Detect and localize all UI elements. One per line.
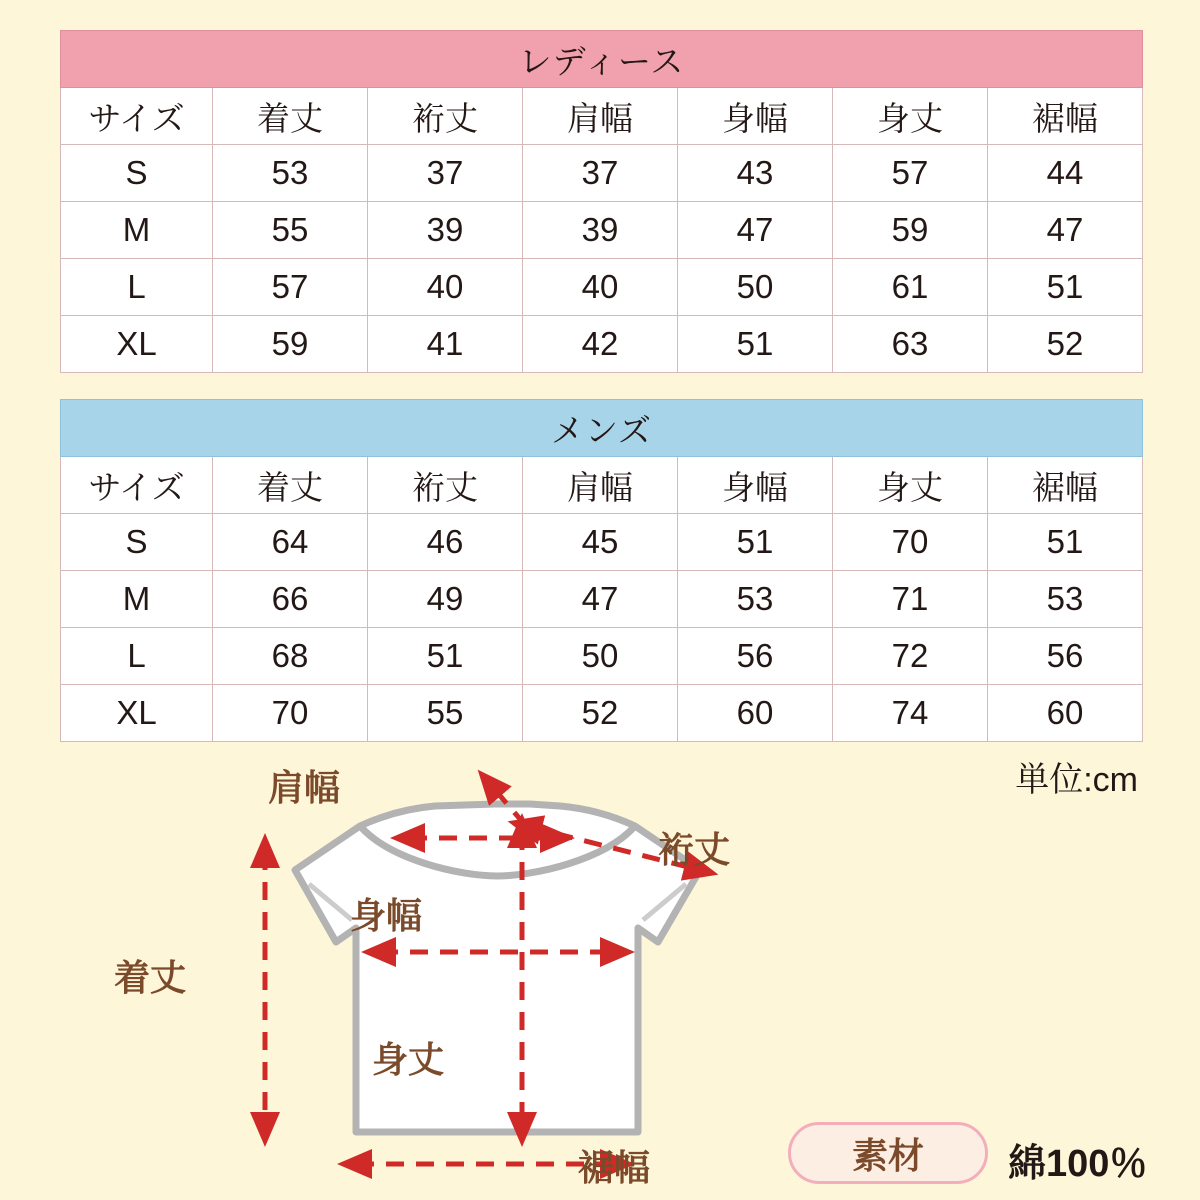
tshirt-diagram-svg xyxy=(60,760,1140,1190)
tshirt-shape xyxy=(295,804,700,1132)
mens-size-table xyxy=(60,399,1143,742)
cell-mitake: 72 xyxy=(833,628,988,685)
material-value: 綿100％ xyxy=(1008,1143,1148,1185)
cell-mitake: 61 xyxy=(833,259,988,316)
cell-susohaba: 44 xyxy=(988,145,1143,202)
cell-yukitake: 46 xyxy=(368,514,523,571)
table-row xyxy=(61,571,1143,628)
cell-size: XL xyxy=(61,316,213,373)
cell-mihaba: 50 xyxy=(678,259,833,316)
cell-mihaba: 47 xyxy=(678,202,833,259)
cell-size: M xyxy=(61,202,213,259)
column-header-katahaba: 肩幅 xyxy=(523,88,678,145)
unit-label: 単位:cm xyxy=(1015,761,1138,799)
column-header-size: サイズ xyxy=(61,88,213,145)
label-chest: 身幅 xyxy=(350,895,423,936)
cell-mihaba: 60 xyxy=(678,685,833,742)
label-body-length: 身丈 xyxy=(372,1039,445,1080)
cell-kitake: 57 xyxy=(213,259,368,316)
column-header-kitake: 着丈 xyxy=(213,88,368,145)
cell-size: XL xyxy=(61,685,213,742)
cell-kitake: 70 xyxy=(213,685,368,742)
table-row xyxy=(61,145,1143,202)
cell-yukitake: 49 xyxy=(368,571,523,628)
label-length: 着丈 xyxy=(114,957,187,998)
table-header-row xyxy=(61,88,1143,145)
mens-title: メンズ xyxy=(61,400,1143,457)
cell-yukitake: 40 xyxy=(368,259,523,316)
cell-susohaba: 51 xyxy=(988,259,1143,316)
column-header-yukitake: 裄丈 xyxy=(368,457,523,514)
cell-kitake: 53 xyxy=(213,145,368,202)
table-row xyxy=(61,628,1143,685)
cell-yukitake: 51 xyxy=(368,628,523,685)
column-header-kitake: 着丈 xyxy=(213,457,368,514)
column-header-mihaba: 身幅 xyxy=(678,457,833,514)
material-badge: 素材 xyxy=(788,1122,988,1184)
cell-mitake: 71 xyxy=(833,571,988,628)
cell-mihaba: 51 xyxy=(678,514,833,571)
table-title-row xyxy=(61,400,1143,457)
cell-yukitake: 41 xyxy=(368,316,523,373)
label-sleeve: 裄丈 xyxy=(658,829,731,870)
cell-mitake: 57 xyxy=(833,145,988,202)
column-header-mitake: 身丈 xyxy=(833,88,988,145)
table-spacer xyxy=(60,373,1140,399)
cell-susohaba: 47 xyxy=(988,202,1143,259)
cell-katahaba: 37 xyxy=(523,145,678,202)
cell-mihaba: 43 xyxy=(678,145,833,202)
table-row xyxy=(61,514,1143,571)
cell-mitake: 74 xyxy=(833,685,988,742)
column-header-katahaba: 肩幅 xyxy=(523,457,678,514)
cell-katahaba: 47 xyxy=(523,571,678,628)
cell-mihaba: 56 xyxy=(678,628,833,685)
cell-susohaba: 56 xyxy=(988,628,1143,685)
column-header-susohaba: 裾幅 xyxy=(988,88,1143,145)
tshirt-measurement-diagram xyxy=(60,760,1148,1190)
table-row xyxy=(61,202,1143,259)
cell-katahaba: 45 xyxy=(523,514,678,571)
cell-kitake: 68 xyxy=(213,628,368,685)
ladies-size-table xyxy=(60,30,1143,373)
cell-susohaba: 53 xyxy=(988,571,1143,628)
cell-kitake: 64 xyxy=(213,514,368,571)
cell-mitake: 59 xyxy=(833,202,988,259)
cell-yukitake: 39 xyxy=(368,202,523,259)
cell-kitake: 59 xyxy=(213,316,368,373)
cell-kitake: 66 xyxy=(213,571,368,628)
cell-size: L xyxy=(61,628,213,685)
column-header-mitake: 身丈 xyxy=(833,457,988,514)
cell-susohaba: 52 xyxy=(988,316,1143,373)
cell-mihaba: 53 xyxy=(678,571,833,628)
table-title-row xyxy=(61,31,1143,88)
cell-katahaba: 50 xyxy=(523,628,678,685)
cell-mihaba: 51 xyxy=(678,316,833,373)
column-header-size: サイズ xyxy=(61,457,213,514)
cell-yukitake: 37 xyxy=(368,145,523,202)
ladies-title: レディース xyxy=(61,31,1143,88)
cell-katahaba: 40 xyxy=(523,259,678,316)
cell-mitake: 70 xyxy=(833,514,988,571)
cell-yukitake: 55 xyxy=(368,685,523,742)
table-row xyxy=(61,316,1143,373)
label-shoulder: 肩幅 xyxy=(268,767,341,808)
cell-kitake: 55 xyxy=(213,202,368,259)
table-header-row xyxy=(61,457,1143,514)
cell-mitake: 63 xyxy=(833,316,988,373)
column-header-susohaba: 裾幅 xyxy=(988,457,1143,514)
column-header-yukitake: 裄丈 xyxy=(368,88,523,145)
cell-katahaba: 52 xyxy=(523,685,678,742)
cell-susohaba: 51 xyxy=(988,514,1143,571)
cell-katahaba: 39 xyxy=(523,202,678,259)
label-hem: 裾幅 xyxy=(578,1147,651,1188)
table-row xyxy=(61,259,1143,316)
cell-size: L xyxy=(61,259,213,316)
cell-susohaba: 60 xyxy=(988,685,1143,742)
table-row xyxy=(61,685,1143,742)
cell-size: M xyxy=(61,571,213,628)
cell-size: S xyxy=(61,145,213,202)
cell-size: S xyxy=(61,514,213,571)
column-header-mihaba: 身幅 xyxy=(678,88,833,145)
cell-katahaba: 42 xyxy=(523,316,678,373)
